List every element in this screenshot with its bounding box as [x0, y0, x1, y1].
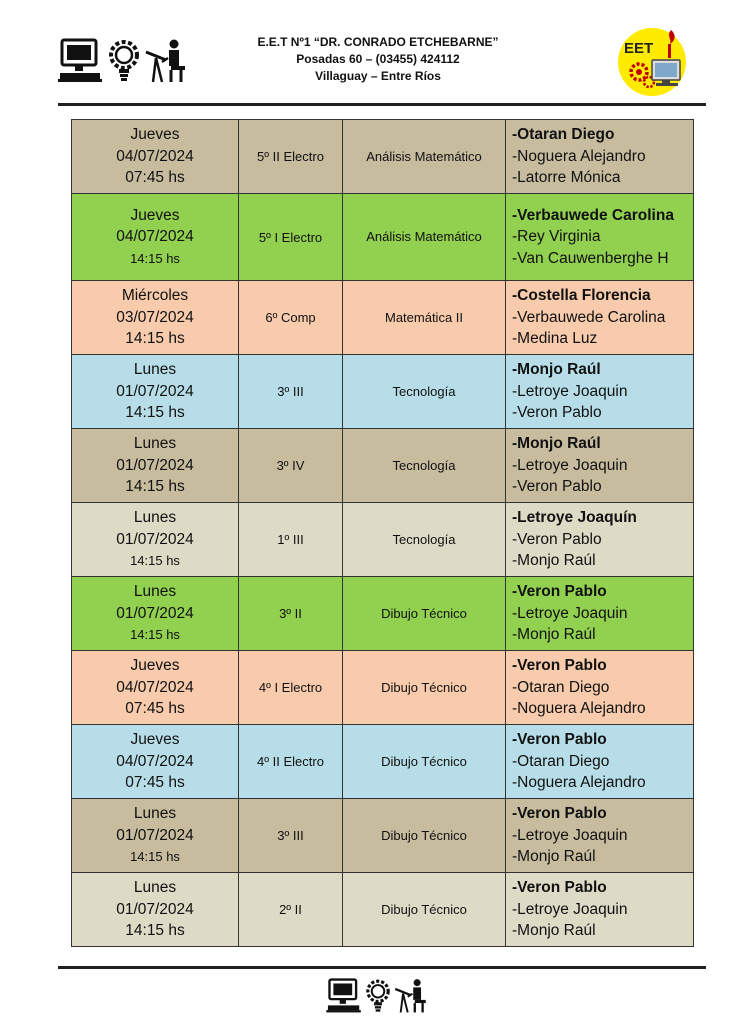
- staff-member: -Otaran Diego: [512, 678, 610, 696]
- staff-member: -Monjo Raúl: [512, 922, 596, 940]
- staff-lead: -Veron Pablo: [512, 805, 607, 823]
- day-label: Jueves: [130, 731, 180, 749]
- staff-lead: -Letroye Joaquín: [512, 509, 637, 527]
- staff-cell: [506, 120, 694, 194]
- date-label: 03/07/2024: [116, 308, 194, 326]
- staff-lead: -Verbauwede Carolina: [512, 206, 674, 224]
- staff-cell: [506, 194, 694, 281]
- subject-cell: Dibujo Técnico: [343, 873, 506, 947]
- school-city: Villaguay – Entre Ríos: [315, 69, 441, 83]
- time-label: 14:15 hs: [130, 849, 180, 865]
- header-divider: [58, 103, 706, 106]
- staff-lead: -Veron Pablo: [512, 731, 607, 749]
- staff-cell: [506, 725, 694, 799]
- subject-cell: Dibujo Técnico: [343, 577, 506, 651]
- staff-lead: -Otaran Diego: [512, 126, 615, 144]
- staff-cell: [506, 873, 694, 947]
- staff-member: -Monjo Raúl: [512, 848, 596, 866]
- date-cell: [72, 503, 239, 577]
- date-label: 04/07/2024: [116, 228, 194, 246]
- staff-member: -Van Cauwenberghe H: [512, 249, 669, 267]
- time-label: 14:15 hs: [130, 627, 180, 643]
- subject-cell: Análisis Matemático: [343, 120, 506, 194]
- table-row: [72, 725, 694, 799]
- staff-lead: -Monjo Raúl: [512, 361, 601, 379]
- date-label: 04/07/2024: [116, 147, 194, 165]
- staff-cell: [506, 651, 694, 725]
- date-label: 01/07/2024: [116, 530, 194, 548]
- date-label: 01/07/2024: [116, 456, 194, 474]
- table-row: [72, 120, 694, 194]
- date-cell: [72, 799, 239, 873]
- subject-cell: Dibujo Técnico: [343, 725, 506, 799]
- school-address: Posadas 60 – (03455) 424112: [296, 52, 460, 66]
- staff-member: -Letroye Joaquin: [512, 456, 628, 474]
- subject-cell: Dibujo Técnico: [343, 799, 506, 873]
- date-label: 01/07/2024: [116, 900, 194, 918]
- drafting-table-icon: [146, 40, 185, 83]
- subject-cell: Tecnología: [343, 355, 506, 429]
- table-row: [72, 799, 694, 873]
- exam-schedule-table: [71, 119, 694, 947]
- staff-member: -Letroye Joaquin: [512, 604, 628, 622]
- course-cell: 1º III: [239, 503, 343, 577]
- staff-cell: [506, 429, 694, 503]
- staff-member: -Verbauwede Carolina: [512, 308, 666, 326]
- day-label: Lunes: [133, 805, 177, 823]
- subject-cell: Análisis Matemático: [343, 194, 506, 281]
- course-cell: 3º II: [239, 577, 343, 651]
- staff-member: -Veron Pablo: [512, 404, 602, 422]
- page-header: [0, 0, 756, 108]
- day-label: Lunes: [133, 583, 177, 601]
- time-label: 07:45 hs: [125, 700, 185, 718]
- staff-lead: -Veron Pablo: [512, 583, 607, 601]
- time-label: 14:15 hs: [125, 330, 185, 348]
- staff-lead: -Veron Pablo: [512, 879, 607, 897]
- staff-cell: [506, 577, 694, 651]
- date-cell: [72, 651, 239, 725]
- time-label: 14:15 hs: [125, 922, 185, 940]
- table-row: [72, 651, 694, 725]
- table-row: [72, 355, 694, 429]
- staff-member: -Monjo Raúl: [512, 552, 596, 570]
- day-label: Lunes: [133, 879, 177, 897]
- school-info: [210, 34, 546, 85]
- date-cell: [72, 429, 239, 503]
- date-label: 04/07/2024: [116, 752, 194, 770]
- date-label: 01/07/2024: [116, 604, 194, 622]
- date-cell: [72, 281, 239, 355]
- staff-cell: [506, 355, 694, 429]
- table-row: [72, 281, 694, 355]
- subject-cell: Matemática II: [343, 281, 506, 355]
- time-label: 07:45 hs: [125, 169, 185, 187]
- day-label: Miércoles: [121, 287, 189, 305]
- course-cell: 4º I Electro: [239, 651, 343, 725]
- staff-lead: -Monjo Raúl: [512, 435, 601, 453]
- subject-cell: Tecnología: [343, 429, 506, 503]
- date-cell: [72, 873, 239, 947]
- table-row: [72, 194, 694, 281]
- staff-cell: [506, 799, 694, 873]
- staff-member: -Letroye Joaquin: [512, 826, 628, 844]
- staff-lead: -Veron Pablo: [512, 657, 607, 675]
- course-cell: 3º III: [239, 355, 343, 429]
- staff-member: -Letroye Joaquin: [512, 900, 628, 918]
- course-cell: 5º I Electro: [239, 194, 343, 281]
- staff-member: -Latorre Mónica: [512, 169, 621, 187]
- subject-cell: Tecnología: [343, 503, 506, 577]
- day-label: Lunes: [133, 509, 177, 527]
- table-row: [72, 429, 694, 503]
- logo-text: EET: [624, 40, 654, 57]
- staff-member: -Rey Virginia: [512, 228, 601, 246]
- date-cell: [72, 725, 239, 799]
- staff-cell: [506, 503, 694, 577]
- staff-member: -Veron Pablo: [512, 530, 602, 548]
- time-label: 14:15 hs: [125, 478, 185, 496]
- computer-icon: [326, 980, 360, 1013]
- course-cell: 5º II Electro: [239, 120, 343, 194]
- computer-icon: [58, 40, 102, 82]
- table-row: [72, 873, 694, 947]
- date-cell: [72, 120, 239, 194]
- time-label: 14:15 hs: [125, 404, 185, 422]
- day-label: Jueves: [130, 657, 180, 675]
- staff-lead: -Costella Florencia: [512, 287, 651, 305]
- staff-member: -Monjo Raúl: [512, 626, 596, 644]
- day-label: Lunes: [133, 435, 177, 453]
- staff-member: -Noguera Alejandro: [512, 147, 646, 165]
- drafting-table-icon: [395, 979, 426, 1012]
- time-label: 14:15 hs: [130, 250, 180, 266]
- date-label: 04/07/2024: [116, 678, 194, 696]
- course-cell: 4º II Electro: [239, 725, 343, 799]
- course-cell: 3º IV: [239, 429, 343, 503]
- school-logo: [616, 24, 692, 100]
- date-label: 01/07/2024: [116, 826, 194, 844]
- subject-cell: Dibujo Técnico: [343, 651, 506, 725]
- lightbulb-gear-icon: [368, 981, 388, 1012]
- lightbulb-gear-icon: [111, 42, 137, 81]
- day-label: Jueves: [130, 206, 180, 224]
- date-cell: [72, 355, 239, 429]
- course-cell: 3º III: [239, 799, 343, 873]
- staff-member: -Letroye Joaquin: [512, 382, 628, 400]
- footer-divider: [58, 966, 706, 969]
- staff-member: -Veron Pablo: [512, 478, 602, 496]
- staff-member: -Noguera Alejandro: [512, 700, 646, 718]
- staff-member: -Otaran Diego: [512, 752, 610, 770]
- time-label: 07:45 hs: [125, 774, 185, 792]
- day-label: Lunes: [133, 361, 177, 379]
- table-row: [72, 503, 694, 577]
- date-cell: [72, 194, 239, 281]
- staff-cell: [506, 281, 694, 355]
- school-name: E.E.T Nº1 “DR. CONRADO ETCHEBARNE”: [257, 35, 499, 49]
- course-cell: 6º Comp: [239, 281, 343, 355]
- staff-member: -Noguera Alejandro: [512, 774, 646, 792]
- time-label: 14:15 hs: [130, 553, 180, 569]
- footer-icons: [326, 978, 430, 1014]
- staff-member: -Medina Luz: [512, 330, 598, 348]
- header-icons: [58, 38, 190, 84]
- course-cell: 2º II: [239, 873, 343, 947]
- date-label: 01/07/2024: [116, 382, 194, 400]
- table-row: [72, 577, 694, 651]
- date-cell: [72, 577, 239, 651]
- day-label: Jueves: [130, 126, 180, 144]
